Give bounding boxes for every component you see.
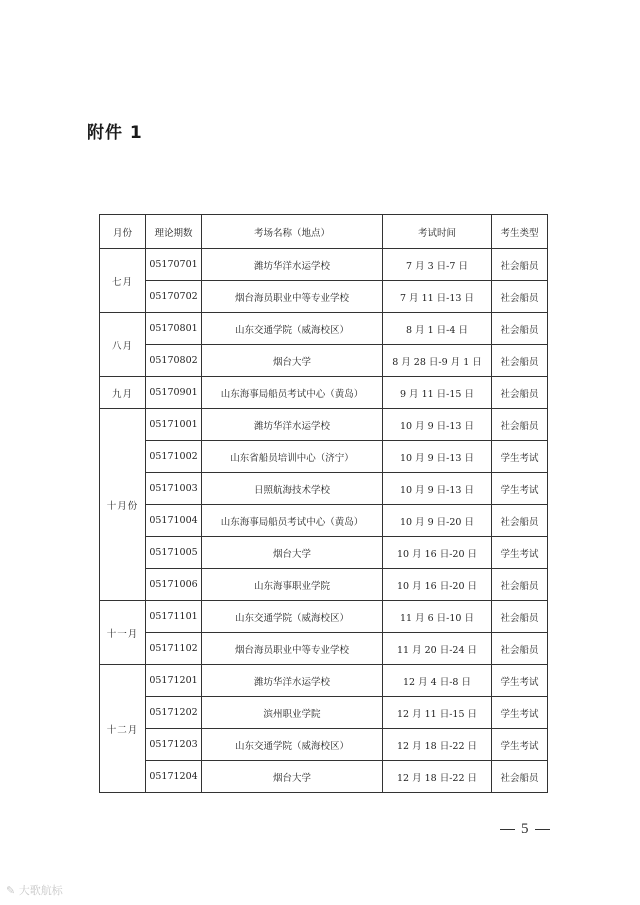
exam-time-cell: 12 月 18 日-22 日 bbox=[383, 729, 492, 761]
exam-venue-cell: 山东海事局船员考试中心（黄岛） bbox=[202, 377, 383, 409]
table-body bbox=[100, 249, 548, 793]
session-number-cell: 05171002 bbox=[146, 441, 202, 473]
table-row bbox=[100, 697, 548, 729]
exam-time-cell: 10 月 9 日-13 日 bbox=[383, 409, 492, 441]
table-row bbox=[100, 377, 548, 409]
exam-venue-cell: 潍坊华洋水运学校 bbox=[202, 665, 383, 697]
table-row bbox=[100, 473, 548, 505]
candidate-type-cell: 社会船员 bbox=[492, 601, 548, 633]
candidate-type-cell: 社会船员 bbox=[492, 377, 548, 409]
candidate-type-cell: 社会船员 bbox=[492, 345, 548, 377]
exam-venue-cell: 山东省船员培训中心（济宁） bbox=[202, 441, 383, 473]
candidate-type-cell: 社会船员 bbox=[492, 281, 548, 313]
header-exam-venue: 考场名称（地点） bbox=[202, 215, 383, 249]
exam-time-cell: 11 月 6 日-10 日 bbox=[383, 601, 492, 633]
session-number-cell: 05171202 bbox=[146, 697, 202, 729]
exam-time-cell: 8 月 1 日-4 日 bbox=[383, 313, 492, 345]
candidate-type-cell: 社会船员 bbox=[492, 633, 548, 665]
session-number-cell: 05171204 bbox=[146, 761, 202, 793]
table-row bbox=[100, 281, 548, 313]
exam-venue-cell: 山东交通学院（威海校区） bbox=[202, 601, 383, 633]
header-candidate-type: 考生类型 bbox=[492, 215, 548, 249]
table-row bbox=[100, 761, 548, 793]
table-row bbox=[100, 665, 548, 697]
month-cell: 九月 bbox=[100, 377, 146, 409]
watermark-icon: ✎ bbox=[6, 884, 19, 897]
exam-venue-cell: 烟台海员职业中等专业学校 bbox=[202, 633, 383, 665]
month-cell: 十二月 bbox=[100, 665, 146, 793]
table-row bbox=[100, 313, 548, 345]
candidate-type-cell: 社会船员 bbox=[492, 249, 548, 281]
session-number-cell: 05171101 bbox=[146, 601, 202, 633]
month-cell: 十一月 bbox=[100, 601, 146, 665]
session-number-cell: 05170901 bbox=[146, 377, 202, 409]
exam-schedule-table bbox=[99, 214, 548, 793]
candidate-type-cell: 社会船员 bbox=[492, 313, 548, 345]
exam-venue-cell: 滨州职业学院 bbox=[202, 697, 383, 729]
table-row bbox=[100, 441, 548, 473]
exam-venue-cell: 山东海事职业学院 bbox=[202, 569, 383, 601]
table-row bbox=[100, 409, 548, 441]
exam-venue-cell: 山东交通学院（威海校区） bbox=[202, 729, 383, 761]
session-number-cell: 05171203 bbox=[146, 729, 202, 761]
table-row bbox=[100, 505, 548, 537]
watermark-text: 大歌航标 bbox=[18, 884, 63, 897]
session-number-cell: 05170701 bbox=[146, 249, 202, 281]
exam-venue-cell: 烟台大学 bbox=[202, 761, 383, 793]
table-row bbox=[100, 345, 548, 377]
document-title: 附件 1 bbox=[87, 123, 143, 143]
candidate-type-cell: 学生考试 bbox=[492, 473, 548, 505]
exam-venue-cell: 烟台大学 bbox=[202, 537, 383, 569]
candidate-type-cell: 社会船员 bbox=[492, 505, 548, 537]
header-session-number: 理论期数 bbox=[146, 215, 202, 249]
exam-time-cell: 10 月 16 日-20 日 bbox=[383, 537, 492, 569]
header-exam-time: 考试时间 bbox=[383, 215, 492, 249]
table-row bbox=[100, 569, 548, 601]
exam-venue-cell: 日照航海技术学校 bbox=[202, 473, 383, 505]
month-cell: 十月份 bbox=[100, 409, 146, 601]
exam-time-cell: 7 月 11 日-13 日 bbox=[383, 281, 492, 313]
exam-venue-cell: 潍坊华洋水运学校 bbox=[202, 249, 383, 281]
header-month: 月份 bbox=[100, 215, 146, 249]
exam-time-cell: 12 月 4 日-8 日 bbox=[383, 665, 492, 697]
month-cell: 八月 bbox=[100, 313, 146, 377]
exam-time-cell: 10 月 9 日-13 日 bbox=[383, 473, 492, 505]
month-cell: 七月 bbox=[100, 249, 146, 313]
session-number-cell: 05171005 bbox=[146, 537, 202, 569]
exam-venue-cell: 潍坊华洋水运学校 bbox=[202, 409, 383, 441]
table-row bbox=[100, 633, 548, 665]
exam-time-cell: 10 月 9 日-13 日 bbox=[383, 441, 492, 473]
session-number-cell: 05171004 bbox=[146, 505, 202, 537]
candidate-type-cell: 学生考试 bbox=[492, 441, 548, 473]
candidate-type-cell: 社会船员 bbox=[492, 761, 548, 793]
exam-time-cell: 10 月 9 日-20 日 bbox=[383, 505, 492, 537]
session-number-cell: 05171102 bbox=[146, 633, 202, 665]
exam-time-cell: 10 月 16 日-20 日 bbox=[383, 569, 492, 601]
session-number-cell: 05170801 bbox=[146, 313, 202, 345]
table-row bbox=[100, 729, 548, 761]
table-row bbox=[100, 601, 548, 633]
session-number-cell: 05170702 bbox=[146, 281, 202, 313]
exam-venue-cell: 山东海事局船员考试中心（黄岛） bbox=[202, 505, 383, 537]
exam-time-cell: 7 月 3 日-7 日 bbox=[383, 249, 492, 281]
exam-time-cell: 12 月 11 日-15 日 bbox=[383, 697, 492, 729]
session-number-cell: 05170802 bbox=[146, 345, 202, 377]
session-number-cell: 05171003 bbox=[146, 473, 202, 505]
table-header-row bbox=[100, 215, 548, 249]
exam-venue-cell: 山东交通学院（威海校区） bbox=[202, 313, 383, 345]
exam-venue-cell: 烟台海员职业中等专业学校 bbox=[202, 281, 383, 313]
exam-time-cell: 12 月 18 日-22 日 bbox=[383, 761, 492, 793]
session-number-cell: 05171006 bbox=[146, 569, 202, 601]
table-row bbox=[100, 537, 548, 569]
page-number-value: 5 bbox=[521, 821, 529, 837]
exam-time-cell: 11 月 20 日-24 日 bbox=[383, 633, 492, 665]
candidate-type-cell: 学生考试 bbox=[492, 537, 548, 569]
session-number-cell: 05171001 bbox=[146, 409, 202, 441]
candidate-type-cell: 社会船员 bbox=[492, 569, 548, 601]
page-number bbox=[494, 821, 556, 838]
table-row bbox=[100, 249, 548, 281]
exam-time-cell: 9 月 11 日-15 日 bbox=[383, 377, 492, 409]
watermark-logo bbox=[6, 882, 63, 898]
candidate-type-cell: 学生考试 bbox=[492, 665, 548, 697]
candidate-type-cell: 学生考试 bbox=[492, 729, 548, 761]
page-number-dash-left bbox=[500, 829, 515, 830]
exam-time-cell: 8 月 28 日-9 月 1 日 bbox=[383, 345, 492, 377]
page-number-dash-right bbox=[535, 829, 550, 830]
candidate-type-cell: 学生考试 bbox=[492, 697, 548, 729]
candidate-type-cell: 社会船员 bbox=[492, 409, 548, 441]
session-number-cell: 05171201 bbox=[146, 665, 202, 697]
exam-venue-cell: 烟台大学 bbox=[202, 345, 383, 377]
